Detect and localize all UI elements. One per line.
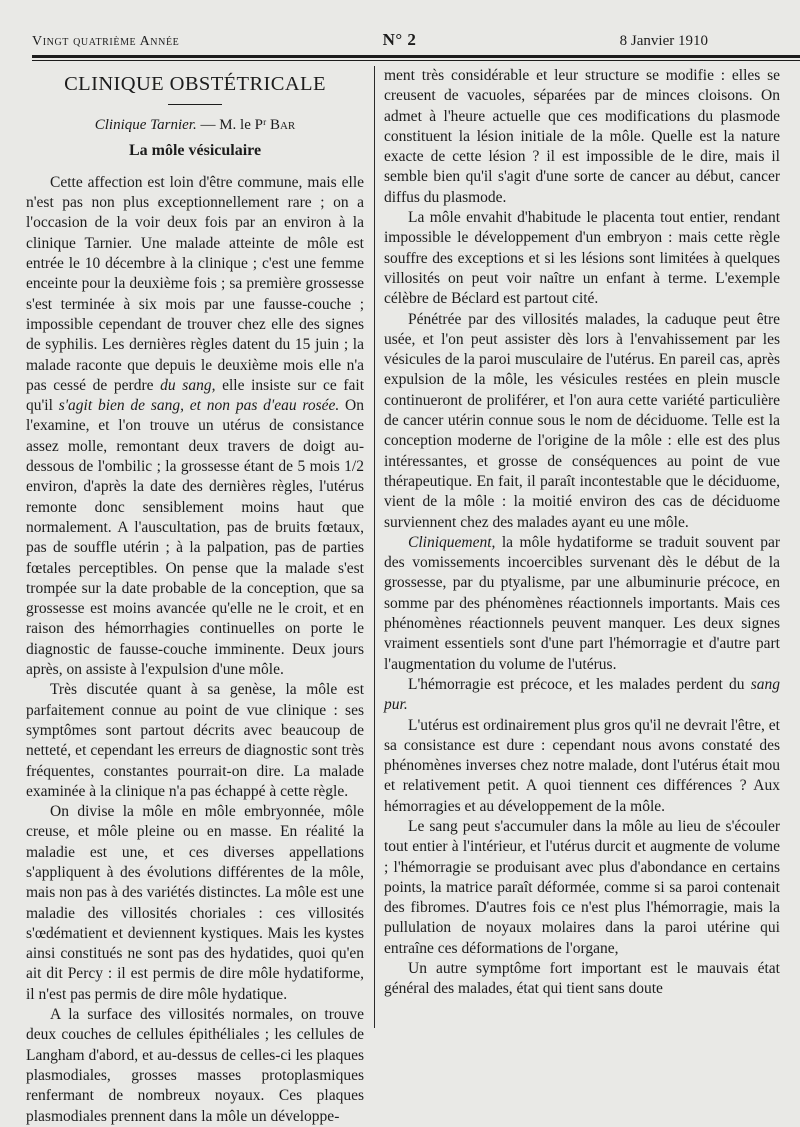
- paragraph: L'utérus est ordinairement plus gros qu'il ne devrait l'être, et sa consistance est dure : cependant nous avons constaté des phénomènes inverses chez notre malade, dont l'utérus était mou et relativement petit. A quoi tiennent ces différences ? Aux hémorragies et au développement de la môle.: [384, 716, 780, 815]
- paragraph: Cliniquement, la môle hydatiforme se traduit souvent par des vomissements incoercibles survenant dès le début de la grossesse, par du ptyalisme, par une albuminurie précoce, en somme par des phénomènes réactionnels importants. Mais ces phénomènes réactionnels peuvent manquer. Les deux signes vraiment essentiels sont d'une part l'hémorragie et d'autre part l'augmentation du volume de l'utérus.: [384, 533, 780, 673]
- paragraph: Pénétrée par des villosités malades, la caduque peut être usée, et l'on peut assister dès lors à l'envahissement par les vésicules de la paroi musculaire de l'utérus. En pareil cas, après expulsion de la môle, les vésicules restées en plein muscle continueront de proliférer, et l'on aura cette variété particulière de cancer utérin connue sous le nom de déciduome. Telle est la conception moderne de l'origine de la môle : elle est des plus intéressantes, et grosse de conséquences au point de vue thérapeutique. En fait, il paraît incontestable que le déciduome, vient de la môle : la moitié environ des cas de déciduome surviennent chez des malades ayant eu une môle.: [384, 310, 780, 531]
- byline: [26, 115, 364, 135]
- paragraph: Très discutée quant à sa genèse, la môle est parfaitement connue au point de vue clinique : ses symptômes sont partout décrits avec beaucoup de netteté, et cependant les erreurs de diagnostic sont très fréquentes, constantes pourrait-on dire. La malade examinée à la clinique n'a pas échappé à cette règle.: [26, 681, 364, 800]
- title-rule: [168, 104, 222, 105]
- right-column: [384, 66, 780, 1000]
- article-title: La môle vésiculaire: [128, 141, 262, 159]
- paragraph: On divise la môle en môle embryonnée, môle creuse, et môle pleine ou en masse. En réalité la maladie est une, et ces diverses appellations s'appliquent à des évolutions différentes de la môle, mais non pas à des variétés distinctes. La môle est une maladie des villosités choriales : ces villosités s'œdématient et deviennent kystiques. Mais les kystes ainsi constitués ne sont pas des hydatides, quoi qu'en ait dit Percy : il est permis de dire môle hydatiforme, il n'est pas permis de dire môle hydatique.: [26, 803, 364, 1003]
- left-column: [26, 66, 364, 1127]
- paragraph: A la surface des villosités normales, on trouve deux couches de cellules épithéliales ; les cellules de Langham d'abord, et au-dessus de celles-ci les plaques plasmodiales, grosses masses protoplasmiques renfermant de nombreux noyaux. Ces plaques plasmodiales prennent dans la môle un développe-: [26, 1006, 364, 1125]
- section-title: CLINIQUE OBSTÉTRICALE: [64, 73, 326, 95]
- paragraph: Cette affection est loin d'être commune, mais elle n'est pas non plus exceptionnellement rare ; on a l'occasion de la voir deux fois par an environ à la clinique Tarnier. Une malade atteinte de môle est entrée le 10 décembre à la clinique ; c'est une femme enceinte pour la deuxième fois ; sa première grossesse s'est terminée à six mois par une fausse-couche ; impossible cependant de trouver chez elle des signes de syphilis. Les dernières règles datent du 15 juin ; la malade raconte que depuis le deuxième mois elle n'a pas cessé de perdre du sang, elle insiste sur ce fait qu'il s'agit bien de sang, et non pas d'eau rosée. On l'examine, et l'on trouve un utérus de consistance assez molle, remontant deux travers de doigt au-dessous de l'ombilic ; la grossesse étant de 5 mois 1/2 environ, d'après la date des dernières règles, l'utérus remonte donc sensiblement moins haut que normalement. A l'auscultation, pas de bruits fœtaux, pas de souffle utérin ; à la palpation, pas de parties fœtales perceptibles. On pense que la malade s'est trompée sur la date probable de la conception, que sa grossesse est moins avancée qu'elle ne le croit, et en raison des hémorrhagies continuelles on porte le diagnostic de fausse-couche imminente. Deux jours après, on assiste à l'expulsion d'une môle.: [26, 173, 365, 679]
- header-rule-thick: [32, 55, 800, 58]
- paragraph: Le sang peut s'accumuler dans la môle au lieu de s'écouler tout entier à l'intérieur, et l'utérus durcit et augmente de volume ; l'hémorragie se produisant avec plus d'abondance en certains points, la matrice paraît déformée, comme si sa paroi contenait des fibromes. D'autres fois ce n'est plus l'hémorragie, mais la pullulation de noyaux molaires dans la paroi utérine qui entraîne ces déformations de l'organe,: [384, 817, 780, 957]
- page-header: [32, 30, 708, 52]
- author-prefix: — M. le Pʳ: [196, 117, 270, 134]
- paragraph: Un autre symptôme fort important est le mauvais état général des malades, état qui tient sans doute: [384, 960, 780, 998]
- issue-number: N° 2: [382, 30, 417, 49]
- paragraph: L'hémorragie est précoce, et les malades perdent du sang pur.: [384, 675, 780, 714]
- author-name: Bar: [269, 117, 296, 134]
- paragraph: La môle envahit d'habitude le placenta tout entier, rendant impossible le développement d'un embryon : mais cette règle souffre des exceptions et si les lésions sont limitées à quelques villosités on peut voir naître un enfant à terme. L'exemple célèbre de Béclard est partout cité.: [384, 209, 780, 308]
- header-rule-thin: [32, 60, 800, 61]
- issue-date: 8 Janvier 1910: [619, 33, 708, 49]
- volume-label: Vingt quatrième Année: [32, 34, 180, 49]
- paragraph: ment très considérable et leur structure se modifie : elles se creusent de vacuoles, séparées par de minces cloisons. On admet à l'heure actuelle que ces modifications du plasmode constituent la lésion initiale de la môle. Quelle est la nature exacte de cette lésion ? il est impossible de le dire, mais il semble bien qu'il s'agit d'une sorte de cancer au début, cancer diffus du plasmode.: [384, 67, 780, 206]
- column-divider: [374, 66, 375, 1028]
- clinic-name: Clinique Tarnier.: [94, 117, 197, 134]
